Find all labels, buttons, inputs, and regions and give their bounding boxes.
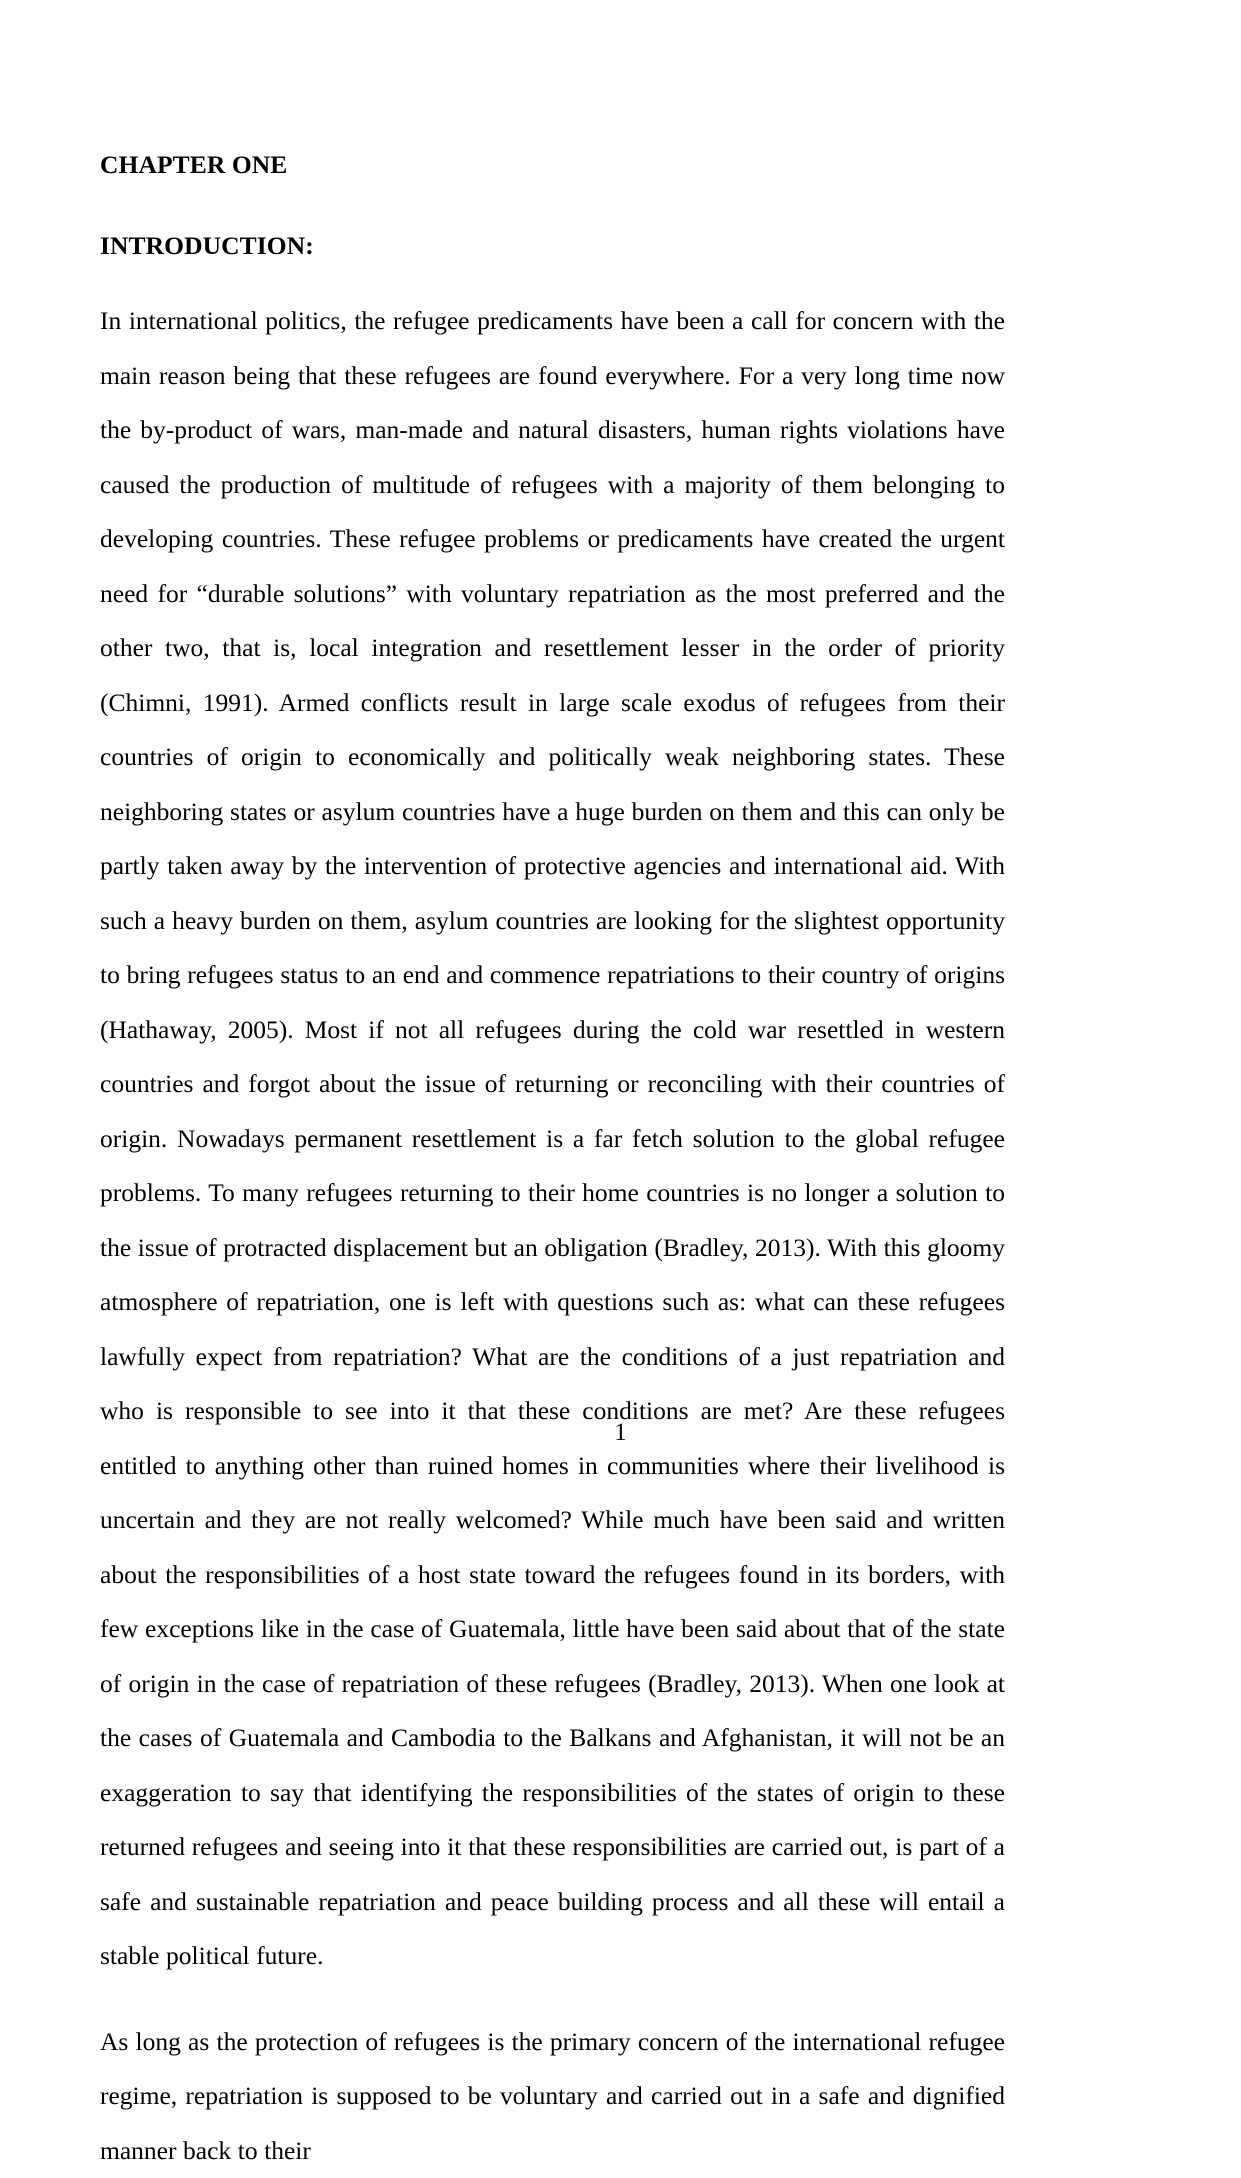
section-spacer: [100, 258, 1005, 294]
chapter-heading: CHAPTER ONE: [100, 152, 1005, 178]
body-paragraph-1: In international politics, the refugee predicaments have been a call for concern with the main reason being that these refugees are found everywhere. For a very long time now the by-product of wars, man-made and natural disasters, human rights violations have caused the production of multitude of refugees with a majority of them belonging to developing countries. These refugee problems or predicaments have created the urgent need for “durable solutions” with voluntary repatriation as the most preferred and the other two, that is, local integration and resettlement lesser in the order of priority (Chimni, 1991). Armed conflicts result in large scale exodus of refugees from their countries of origin to economically and politically weak neighboring states. These neighboring states or asylum countries have a huge burden on them and this can only be partly taken away by the intervention of protective agencies and international aid. With such a heavy burden on them, asylum countries are looking for the slightest opportunity to bring refugees status to an end and commence repatriations to their country of origins (Hathaway, 2005). Most if not all refugees during the cold war resettled in western countries and forgot about the issue of returning or reconciling with their countries of origin. Nowadays permanent resettlement is a far fetch solution to the global refugee problems. To many refugees returning to their home countries is no longer a solution to the issue of protracted displacement but an obligation (Bradley, 2013). With this gloomy atmosphere of repatriation, one is left with questions such as: what can these refugees lawfully expect from repatriation? What are the conditions of a just repatriation and who is responsible to see into it that these conditions are met? Are these refugees entitled to anything other than ruined homes in communities where their livelihood is uncertain and they are not really welcomed? While much have been said and written about the responsibilities of a host state toward the refugees found in its borders, with few exceptions like in the case of Guatemala, little have been said about that of the state of origin in the case of repatriation of these refugees (Bradley, 2013). When one look at the cases of Guatemala and Cambodia to the Balkans and Afghanistan, it will not be an exaggeration to say that identifying the responsibilities of the states of origin to these returned refugees and seeing into it that these responsibilities are carried out, is part of a safe and sustainable repatriation and peace building process and all these will entail a stable political future.: [100, 294, 1005, 1984]
page-number: 1: [0, 1420, 1241, 1445]
body-paragraph-2: As long as the protection of refugees is the primary concern of the international refugee regime, repatriation is supposed to be voluntary and carried out in a safe and dignified manner back to their: [100, 2015, 1005, 2178]
section-heading: INTRODUCTION:: [100, 233, 1005, 259]
page-content: [100, 152, 1005, 2178]
heading-spacer: [100, 178, 1005, 233]
paragraph-spacer: [100, 1984, 1005, 2015]
